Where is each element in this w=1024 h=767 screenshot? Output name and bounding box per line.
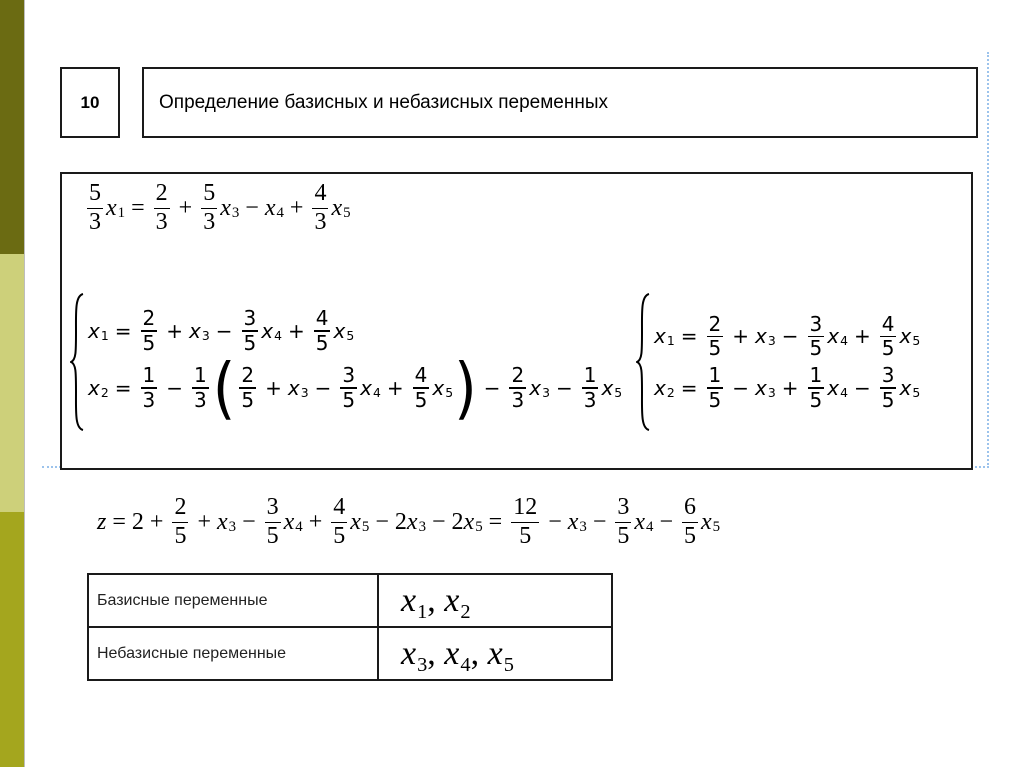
subscript: 3 [767,384,776,400]
subscript: 4 [646,519,654,536]
subscript: 5 [912,384,921,400]
operator: + [287,319,305,343]
subscript: 5 [712,519,721,536]
left-brace-icon [70,292,84,432]
var: x [333,319,346,343]
operator: = [488,508,503,535]
fraction: $\frac{2}{3}$ [511,363,525,412]
operator: = [680,324,698,349]
subscript: 5 [346,328,355,344]
fraction: $\frac{1}{3}$ [194,363,207,412]
operator: + [197,508,211,535]
fraction: $\frac{12}{5}$ [513,494,538,550]
fraction: $\frac{3}{5}$ [881,363,895,412]
operator: = [114,375,132,400]
var: x [283,508,295,535]
fraction: $\frac{5}{3}$ [89,180,101,236]
slide-title: Определение базисных и небазисных переменных [142,67,978,138]
var: x [216,508,228,535]
fraction: $\frac{3}{5}$ [342,363,356,412]
constant: 2 [131,508,144,535]
operator: + [308,508,323,535]
operator: − [483,375,501,400]
nonbasic-label: Небазисные переменные [88,627,378,680]
fraction: $\frac{4}{5}$ [414,363,428,412]
table-row [88,627,612,680]
fraction: $\frac{2}{5}$ [142,306,156,355]
fraction: $\frac{2}{5}$ [174,494,187,550]
system-b-row-2 [654,364,920,412]
var: x [287,375,300,400]
var: x [463,508,475,535]
basic-values: $x_1$, $x_2$ [378,574,612,627]
objective-equation [97,494,720,551]
subscript: 5 [445,384,454,400]
operator: − [314,375,332,400]
subscript: 2 [100,384,109,400]
var: x [827,324,840,349]
subscript: 3 [579,519,587,536]
subscript: 3 [228,519,237,536]
fraction: $\frac{6}{5}$ [684,494,697,550]
constant: 2 [451,508,464,535]
system-substitution [70,292,622,432]
var: x [601,375,614,400]
equation-top [84,180,351,237]
slide-number: 10 [60,67,120,138]
basic-label: Базисные переменные [88,574,378,627]
subscript: 4 [276,205,284,222]
operator: + [289,194,304,221]
fraction: $\frac{1}{5}$ [708,363,722,412]
var: x [827,375,840,400]
subscript: 3 [767,333,776,349]
fraction: $\frac{3}{5}$ [809,311,823,360]
var: x [654,375,666,400]
subscript: 5 [614,384,623,400]
fraction: $\frac{1}{3}$ [142,363,156,412]
var: x [634,508,646,535]
nonbasic-values: $x_3$, $x_4$, $x_5$ [378,627,612,680]
var: x [701,508,712,535]
subscript: 4 [295,519,303,536]
operator: − [245,194,259,221]
fraction: $\frac{2}{5}$ [708,311,722,360]
var: x [350,508,361,535]
fraction: $\frac{2}{5}$ [241,363,255,412]
var: x [261,319,274,343]
operator: = [112,508,126,535]
subscript: 1 [666,333,675,349]
subscript: 5 [475,519,483,536]
var: x [331,194,343,221]
operator: + [166,319,183,343]
variables-table [87,573,613,681]
system-a-row-2 [88,348,623,427]
dotted-guide-vertical [987,52,989,468]
fraction: $\frac{5}{3}$ [203,180,216,236]
operator: + [265,375,282,400]
operator: − [375,508,389,535]
operator: − [555,375,573,400]
operator: + [781,375,799,400]
system-b-row-1 [654,313,920,361]
var: x [755,324,767,349]
subscript: 3 [418,519,426,536]
operator: + [149,508,164,535]
fraction: $\frac{3}{5}$ [617,494,630,550]
var: x [432,375,445,400]
subscript: 5 [361,519,370,536]
var: x [899,375,912,400]
decor-band-bottom [0,512,24,767]
operator: = [114,319,132,343]
subscript: 3 [231,205,240,222]
subscript: 4 [274,328,282,344]
left-divider [24,0,25,767]
var: x [529,375,542,400]
table-row [88,574,612,627]
operator: = [131,194,145,221]
var: x [220,194,231,221]
operator: − [166,375,183,400]
operator: − [242,508,256,535]
var: x [189,319,201,343]
var: x [567,508,579,535]
operator: − [853,375,871,400]
subscript: 5 [912,333,921,349]
var: x [106,194,117,221]
fraction: $\frac{4}{3}$ [314,180,327,236]
var: x [406,508,418,535]
fraction: $\frac{4}{5}$ [315,306,329,355]
subscript: 5 [343,205,351,222]
var: x [264,194,276,221]
operator: − [659,508,674,535]
operator: + [386,375,404,400]
operator: − [548,508,562,535]
var: x [88,375,100,400]
var: z [97,508,107,535]
system-result [636,292,920,432]
subscript: 4 [840,333,848,349]
subscript: 1 [117,205,126,222]
operator: − [781,324,799,349]
subscript: 2 [666,384,675,400]
fraction: $\frac{2}{3}$ [155,180,168,236]
fraction: $\frac{4}{5}$ [333,494,346,550]
fraction: $\frac{3}{5}$ [243,306,257,355]
fraction: $\frac{4}{5}$ [881,311,895,360]
left-brace-icon [636,292,650,432]
decor-band-middle [0,254,24,512]
var: x [899,324,912,349]
operator: − [432,508,446,535]
decor-band-top [0,0,24,254]
var: x [654,324,666,349]
operator: + [732,324,749,349]
subscript: 3 [201,328,210,344]
operator: + [853,324,871,349]
system-a-row-1 [88,307,622,355]
subscript: 3 [542,384,550,400]
var: x [755,375,767,400]
operator: − [732,375,749,400]
var: x [360,375,372,400]
operator: + [178,194,193,221]
operator: − [215,319,233,343]
subscript: 3 [300,384,309,400]
fraction: $\frac{3}{5}$ [266,494,279,550]
fraction: $\frac{1}{3}$ [583,363,597,412]
open-paren: ( [212,348,236,427]
close-paren: ) [454,348,477,427]
operator: − [592,508,607,535]
subscript: 1 [100,328,109,344]
constant: 2 [394,508,407,535]
fraction: $\frac{1}{5}$ [809,363,823,412]
var: x [88,319,100,343]
subscript: 4 [840,384,848,400]
operator: = [680,375,698,400]
subscript: 4 [372,384,381,400]
